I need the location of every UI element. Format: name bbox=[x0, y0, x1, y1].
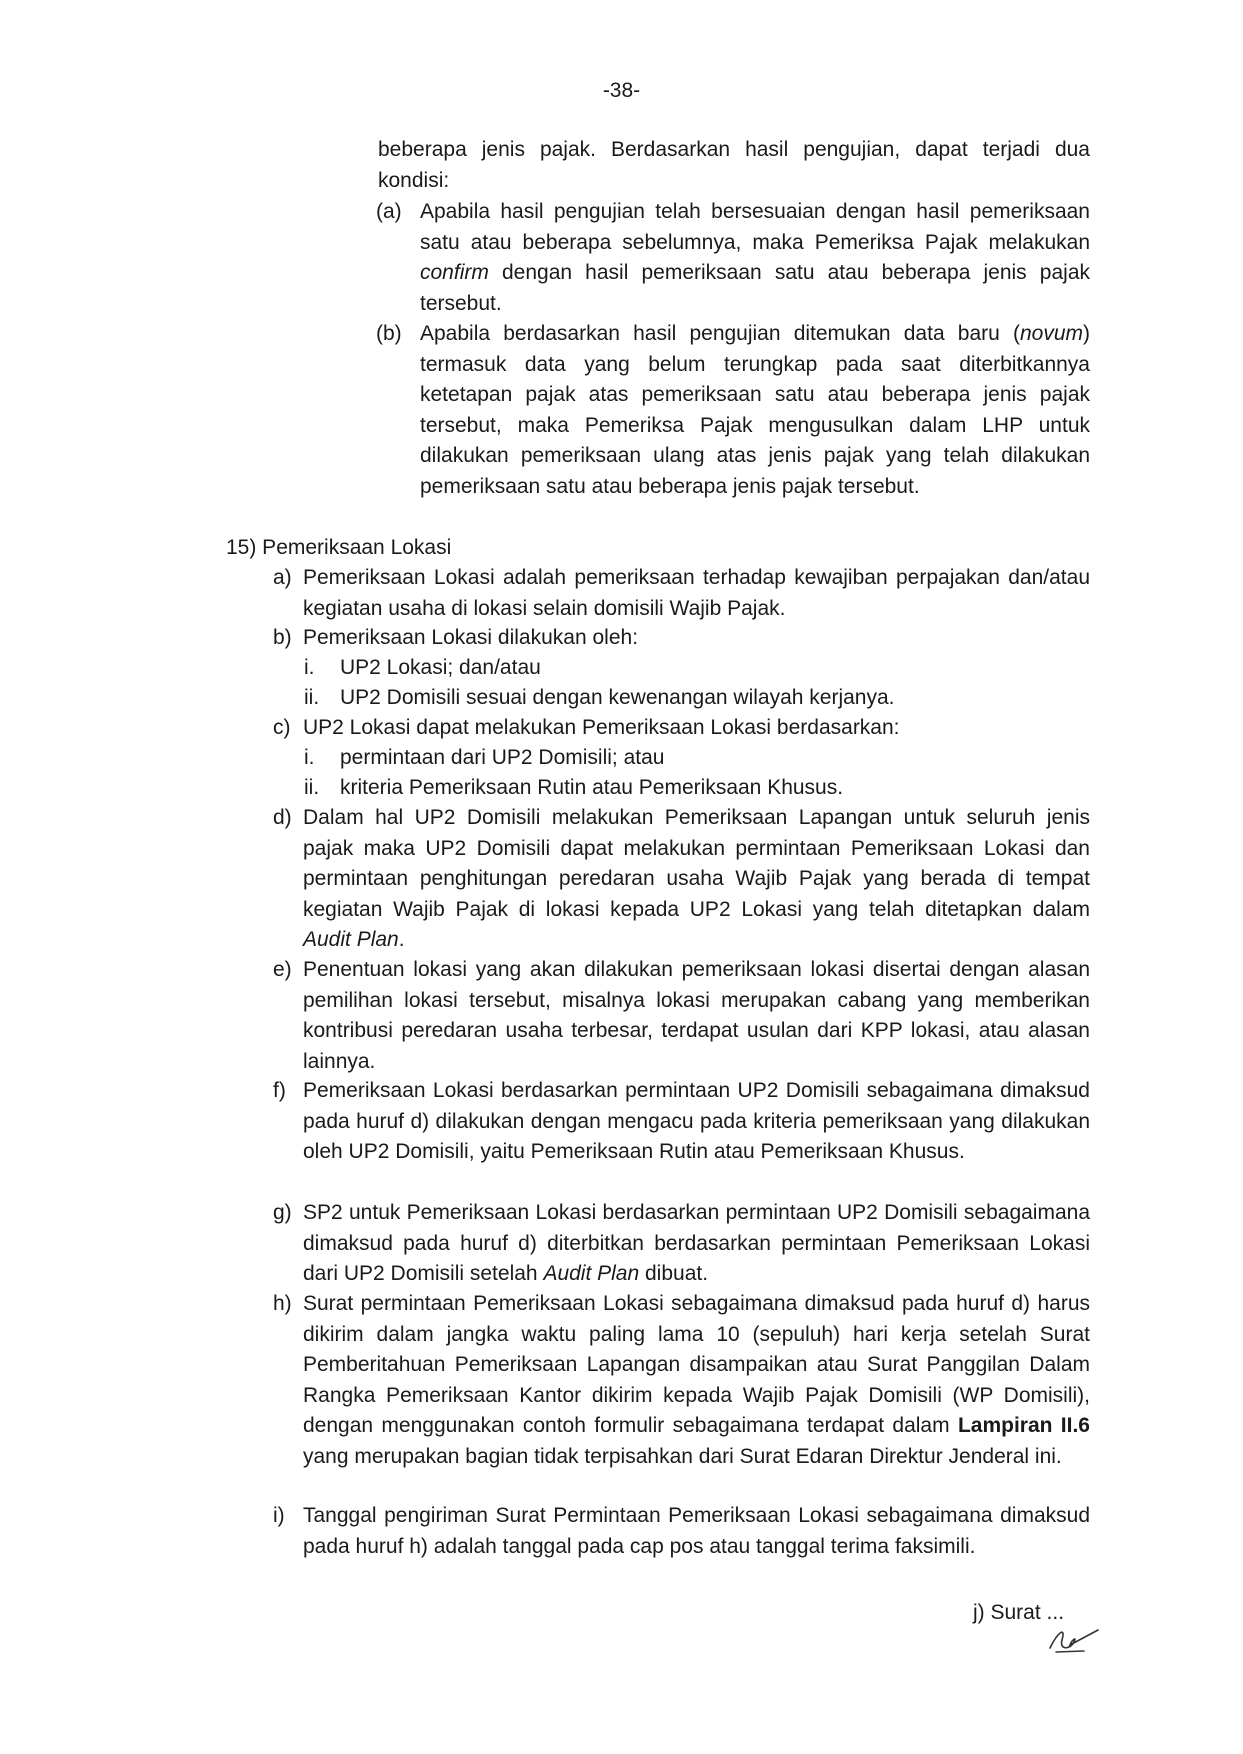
item-text: Pemeriksaan Lokasi adalah pemeriksaan terhadap kewajiban perpajakan dan/atau kegiatan usaha di lokasi selain domisili Wajib Pajak. bbox=[303, 566, 1090, 620]
list-item-e bbox=[263, 955, 1090, 1077]
list-item-a bbox=[263, 563, 1090, 624]
item-text: Pemeriksaan Lokasi dilakukan oleh: bbox=[303, 626, 639, 649]
list-item-f bbox=[263, 1076, 1090, 1168]
list-item-c bbox=[263, 713, 1090, 744]
item-text: Surat permintaan Pemeriksaan Lokasi sebagaimana dimaksud pada huruf d) harus dikirim dalam jangka waktu paling lama 10 (sepuluh) hari kerja setelah Surat Pemberitahuan Pemeriksaan Lapangan disampaikan atau Surat Panggilan Dalam Rangka Pemeriksaan Kantor dikirim kepada Wajib Pajak Domisili (WP Domisili), dengan menggunakan contoh formulir sebagaimana terdapat dalam Lampiran II.6 yang merupakan bagian tidak terpisahkan dari Surat Edaran Direktur Jenderal ini. bbox=[303, 1292, 1090, 1468]
sub-item-label: i. bbox=[304, 656, 315, 679]
signature-icon bbox=[1044, 1618, 1104, 1658]
item-label: e) bbox=[273, 958, 292, 981]
item-text: SP2 untuk Pemeriksaan Lokasi berdasarkan permintaan UP2 Domisili sebagaimana dimaksud pada huruf d) diterbitkan berdasarkan permintaan Pemeriksaan Lokasi dari UP2 Domisili setelah Audit Plan dibuat. bbox=[303, 1201, 1090, 1285]
sub-item-text: permintaan dari UP2 Domisili; atau bbox=[340, 746, 665, 769]
sub-item-text: kriteria Pemeriksaan Rutin atau Pemeriksaan Khusus. bbox=[340, 776, 844, 799]
item-label: a) bbox=[273, 566, 292, 589]
condition-b bbox=[376, 319, 1090, 502]
condition-text: Apabila hasil pengujian telah bersesuaian dengan hasil pemeriksaan satu atau beberapa sebelumnya, maka Pemeriksa Pajak melakukan confirm dengan hasil pemeriksaan satu atau beberapa jenis pajak tersebut. bbox=[420, 200, 1090, 315]
condition-label: (b) bbox=[376, 322, 402, 345]
continuation-note: j) Surat ... bbox=[973, 1601, 1065, 1624]
item-label: i) bbox=[273, 1504, 285, 1527]
sub-item-text: UP2 Lokasi; dan/atau bbox=[340, 656, 541, 679]
section-heading: 15) Pemeriksaan Lokasi bbox=[226, 536, 452, 559]
sub-item bbox=[304, 773, 1004, 804]
item-label: g) bbox=[273, 1201, 292, 1224]
list-item-d bbox=[263, 803, 1090, 956]
list-item-i bbox=[263, 1501, 1090, 1562]
item-label: h) bbox=[273, 1292, 292, 1315]
item-text: Dalam hal UP2 Domisili melakukan Pemeriksaan Lapangan untuk seluruh jenis pajak maka UP2 Domisili dapat melakukan permintaan Pemeriksaan Lokasi dan permintaan penghitungan peredaran usaha Wajib Pajak yang berada di tempat kegiatan Wajib Pajak di lokasi kepada UP2 Lokasi yang telah ditetapkan dalam Audit Plan. bbox=[303, 806, 1090, 951]
item-label: b) bbox=[273, 626, 292, 649]
list-item-h bbox=[263, 1289, 1090, 1472]
sub-item-label: ii. bbox=[304, 776, 320, 799]
item-text: Penentuan lokasi yang akan dilakukan pemeriksaan lokasi disertai dengan alasan pemilihan lokasi tersebut, misalnya lokasi merupakan cabang yang memberikan kontribusi peredaran usaha terbesar, terdapat usulan dari KPP lokasi, atau alasan lainnya. bbox=[303, 958, 1090, 1073]
sub-item bbox=[304, 683, 1004, 714]
sub-item-label: ii. bbox=[304, 686, 320, 709]
page-number: -38- bbox=[602, 79, 641, 102]
sub-item-label: i. bbox=[304, 746, 315, 769]
sub-item bbox=[304, 743, 1004, 774]
list-item-g bbox=[263, 1198, 1090, 1290]
item-label: d) bbox=[273, 806, 292, 829]
condition-a bbox=[376, 197, 1090, 319]
condition-text: Apabila berdasarkan hasil pengujian ditemukan data baru (novum) termasuk data yang belum terungkap pada saat diterbitkannya ketetapan pajak atas pemeriksaan satu atau beberapa jenis pajak tersebut, maka Pemeriksa Pajak mengusulkan dalam LHP untuk dilakukan pemeriksaan ulang atas jenis pajak yang telah dilakukan pemeriksaan satu atau beberapa jenis pajak tersebut. bbox=[420, 322, 1090, 498]
intro-paragraph: beberapa jenis pajak. Berdasarkan hasil pengujian, dapat terjadi dua kondisi: bbox=[378, 138, 1090, 192]
item-label: c) bbox=[273, 716, 291, 739]
list-item-b bbox=[263, 623, 1090, 654]
condition-label: (a) bbox=[376, 200, 402, 223]
item-text: UP2 Lokasi dapat melakukan Pemeriksaan Lokasi berdasarkan: bbox=[303, 716, 900, 739]
sub-item bbox=[304, 653, 1004, 684]
item-text: Pemeriksaan Lokasi berdasarkan permintaan UP2 Domisili sebagaimana dimaksud pada huruf d) dilakukan dengan mengacu pada kriteria pemeriksaan yang dilakukan oleh UP2 Domisili, yaitu Pemeriksaan Rutin atau Pemeriksaan Khusus. bbox=[303, 1079, 1090, 1163]
sub-item-text: UP2 Domisili sesuai dengan kewenangan wilayah kerjanya. bbox=[340, 686, 895, 709]
item-text: Tanggal pengiriman Surat Permintaan Pemeriksaan Lokasi sebagaimana dimaksud pada huruf h) adalah tanggal pada cap pos atau tanggal terima faksimili. bbox=[303, 1504, 1090, 1558]
item-label: f) bbox=[273, 1079, 286, 1102]
